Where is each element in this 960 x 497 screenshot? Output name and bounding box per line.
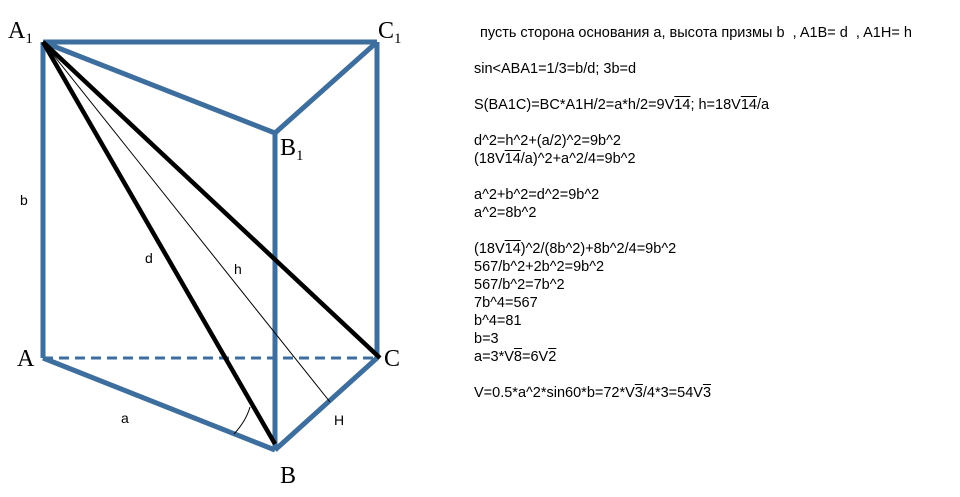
solution-text-segment: d^2=h^2+(a/2)^2=9b^2 bbox=[474, 133, 621, 149]
vertex-label-A: A bbox=[17, 346, 35, 372]
solution-line bbox=[474, 294, 954, 312]
solution-text-segment: S(BA1C)=BC*A1H/2=a*h/2=9V bbox=[474, 97, 675, 113]
solution-text-segment: /a)^2+a^2/4=9b^2 bbox=[520, 151, 636, 167]
solution-text-segment: 567/b^2=7b^2 bbox=[474, 277, 565, 293]
radicand: 14 bbox=[504, 151, 521, 167]
radicand: 2 bbox=[548, 349, 557, 365]
solution-text-segment: )^2/(8b^2)+8b^2/4=9b^2 bbox=[520, 241, 677, 257]
solution-intro-line bbox=[480, 24, 954, 42]
radicand: 14 bbox=[740, 97, 757, 113]
vertex-label-A1: $A_1$ bbox=[8, 18, 33, 47]
edge-label-d: d bbox=[145, 250, 153, 266]
solution-line bbox=[474, 276, 954, 294]
solution-blank-line bbox=[474, 78, 954, 96]
solution-line bbox=[474, 312, 954, 330]
edge-label-h: h bbox=[234, 261, 242, 277]
solution-text-segment: =6V bbox=[522, 349, 549, 365]
solution-text-segment: 567/b^2+2b^2=9b^2 bbox=[474, 259, 605, 275]
vertex-label-B1: $B_1$ bbox=[280, 135, 304, 164]
edge-B-C bbox=[275, 358, 377, 450]
solution-text-segment: a^2+b^2=d^2=9b^2 bbox=[474, 187, 600, 203]
solution-text-segment: (18V bbox=[474, 241, 505, 257]
solution-line bbox=[474, 258, 954, 276]
solution-text-segment: b^4=81 bbox=[474, 313, 522, 329]
solution-blank-line bbox=[474, 42, 954, 60]
radicand: 14 bbox=[674, 97, 691, 113]
line-A1-C bbox=[43, 42, 380, 358]
solution-text-segment: ; h=18V bbox=[690, 97, 741, 113]
solution-blank-line bbox=[474, 114, 954, 132]
point-label-H: H bbox=[334, 412, 345, 428]
solution-line bbox=[474, 384, 954, 402]
vertex-label-B: B bbox=[280, 463, 297, 489]
vertex-label-C: C bbox=[384, 346, 401, 372]
solution-text-segment: a^2=8b^2 bbox=[474, 205, 537, 221]
solution-blank-line bbox=[474, 366, 954, 384]
solution-text-segment: /4*3=54V bbox=[642, 385, 703, 401]
prism-diagram bbox=[0, 0, 470, 497]
solution-text-segment: /a bbox=[756, 97, 770, 113]
angle-arc-B bbox=[234, 407, 250, 434]
edge-label-b: b bbox=[20, 192, 28, 208]
edge-C1-B1 bbox=[275, 42, 377, 133]
solution-text-segment: (18V bbox=[474, 151, 505, 167]
prism-edges bbox=[43, 42, 377, 450]
solution-line bbox=[474, 204, 954, 222]
edge-A1-B1 bbox=[43, 42, 275, 133]
construction-lines bbox=[43, 42, 380, 444]
line-A1-B-d bbox=[43, 42, 275, 444]
solution-line bbox=[474, 240, 954, 258]
solution-line bbox=[474, 132, 954, 150]
solution-line bbox=[474, 186, 954, 204]
solution-line bbox=[474, 330, 954, 348]
solution-text bbox=[474, 24, 954, 402]
radicand: 3 bbox=[702, 385, 712, 401]
solution-text-segment: b=3 bbox=[474, 331, 499, 347]
solution-text-segment: V=0.5*a^2*sin60*b=72*V bbox=[474, 385, 635, 401]
solution-line bbox=[474, 60, 954, 78]
solution-blank-line bbox=[474, 222, 954, 240]
solution-line bbox=[474, 348, 954, 366]
radicand: 8 bbox=[513, 349, 522, 365]
solution-line bbox=[474, 96, 954, 114]
edge-A-B bbox=[43, 358, 275, 450]
vertex-label-C1: $C_1$ bbox=[378, 18, 402, 47]
radicand: 14 bbox=[504, 241, 521, 257]
solution-text-segment: 7b^4=567 bbox=[474, 295, 538, 311]
solution-text-segment: a=3*V bbox=[474, 349, 514, 365]
radicand: 3 bbox=[634, 385, 643, 401]
solution-line bbox=[474, 150, 954, 168]
solution-text-segment: пусть сторона основания а, высота призмы b , A1B= d , A1H= h bbox=[480, 25, 912, 41]
solution-text-segment: sin<ABA1=1/3=b/d; 3b=d bbox=[474, 61, 637, 77]
solution-blank-line bbox=[474, 168, 954, 186]
edge-label-a: a bbox=[121, 410, 129, 426]
